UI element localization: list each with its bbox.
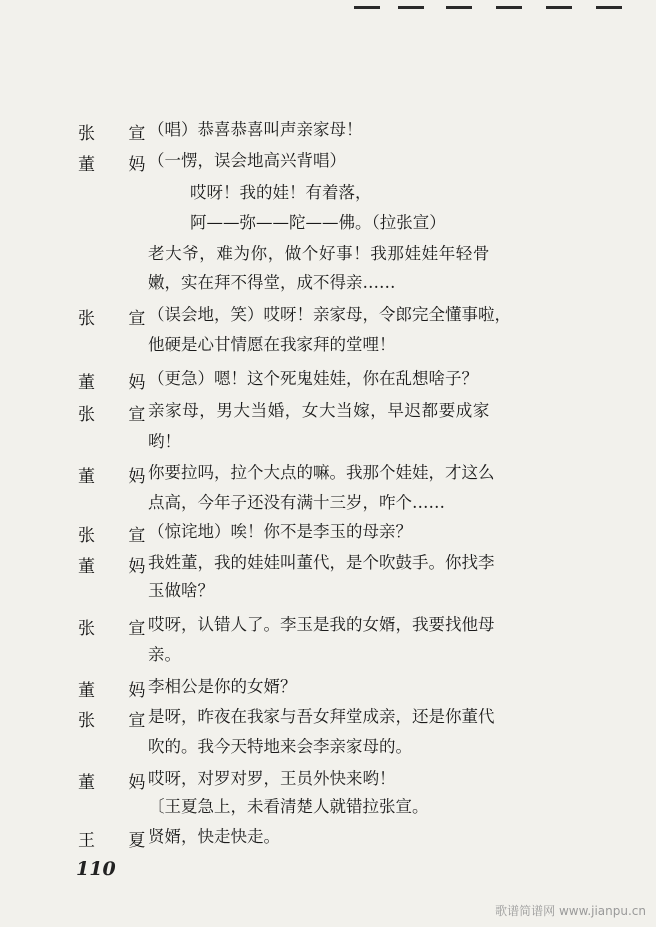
dialogue-line: 是呀，昨夜在我家与吾女拜堂成亲，还是你董代 [148, 707, 495, 726]
dialogue-line: 哎呀，认错人了。李玉是我的女婿，我要找他母 [148, 615, 495, 634]
dialogue-line: （误会地，笑）哎呀！亲家母，令郎完全懂事啦， [148, 305, 511, 324]
page-number: 110 [76, 858, 116, 880]
speaker-name: 董 妈 [78, 373, 160, 393]
dialogue-line: 嫩，实在拜不得堂，成不得亲…… [148, 273, 396, 292]
dialogue-line: 哎呀，对罗对罗，王员外快来哟！ [148, 769, 396, 788]
speaker-name: 董 妈 [78, 467, 160, 487]
dialogue-line: （更急）嗯！这个死鬼娃娃，你在乱想啥子？ [148, 369, 478, 388]
speaker-name: 张 宣 [78, 526, 160, 546]
dialogue-line: 我姓董，我的娃娃叫董代，是个吹鼓手。你找李 [148, 553, 495, 572]
dialogue-line: （惊诧地）唉！你不是李玉的母亲？ [148, 522, 412, 541]
dialogue-line: 玉做啥？ [148, 581, 214, 600]
dialogue-line: 亲。 [148, 645, 181, 664]
dialogue-line: 老大爷，难为你，做个好事！我那娃娃年轻骨 [148, 244, 490, 263]
dialogue-line: 吹的。我今天特地来会李亲家母的。 [148, 737, 412, 756]
speaker-name: 张 宣 [78, 405, 160, 425]
dialogue-line: 他硬是心甘情愿在我家拜的堂哩！ [148, 335, 396, 354]
sung-line: 阿——弥——陀——佛。（拉张宣） [190, 213, 446, 232]
speaker-name: 董 妈 [78, 681, 160, 701]
dialogue-line: 李相公是你的女婿？ [148, 677, 297, 696]
stage-direction: （一愣，误会地高兴背唱） [148, 151, 346, 170]
dialogue-line: 哟！ [148, 432, 181, 451]
top-rule [496, 6, 522, 9]
top-rule [398, 6, 424, 9]
site-watermark: 歌谱简谱网 www.jianpu.cn [495, 904, 646, 918]
speaker-name: 张 宣 [78, 124, 160, 144]
speaker-name: 王 夏 [78, 831, 160, 851]
speaker-name: 张 宣 [78, 711, 160, 731]
dialogue-line: 你要拉吗，拉个大点的嘛。我那个娃娃，才这么 [148, 463, 495, 482]
speaker-name: 董 妈 [78, 155, 160, 175]
speaker-name: 董 妈 [78, 557, 160, 577]
speaker-name: 董 妈 [78, 773, 160, 793]
dialogue-line: （唱）恭喜恭喜叫声亲家母！ [148, 120, 363, 139]
top-rule [546, 6, 572, 9]
dialogue-line: 点高，今年子还没有满十三岁，咋个…… [148, 493, 445, 512]
stage-direction: 〔王夏急上，未看清楚人就错拉张宣。 [148, 797, 429, 816]
top-rule [596, 6, 622, 9]
top-rule [446, 6, 472, 9]
speaker-name: 张 宣 [78, 309, 160, 329]
dialogue-line: 贤婿，快走快走。 [148, 827, 280, 846]
dialogue-line: 亲家母，男大当婚，女大当嫁，早迟都要成家 [148, 401, 490, 420]
sung-line: 哎呀！我的娃！有着落， [190, 183, 372, 202]
speaker-name: 张 宣 [78, 619, 160, 639]
top-rule [354, 6, 380, 9]
